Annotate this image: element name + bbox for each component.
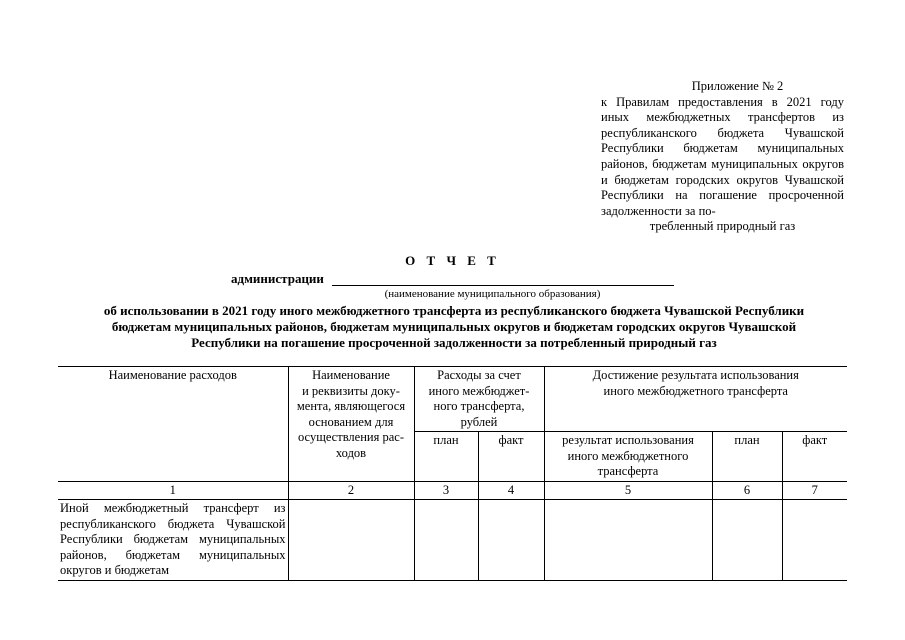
header-result-fact: факт xyxy=(782,432,847,482)
column-number: 2 xyxy=(288,481,414,500)
header-row-1 xyxy=(58,367,847,432)
column-number: 7 xyxy=(782,481,847,500)
row-result-plan-cell[interactable] xyxy=(712,500,782,581)
header-document-line: и реквизиты доку- xyxy=(302,383,400,398)
appendix-body: к Правилам предоставления в 2021 году иных межбюджетных трансфертов из республиканского бюджета Чувашской Республики бюджетам муниципальных районов, бюджетам муниципальных округов и бюджетам городских округов Чувашской Республики на погашение просроченной задолженности за по- xyxy=(601,94,844,218)
table-row xyxy=(58,500,847,581)
column-number: 3 xyxy=(414,481,478,500)
header-document-line: мента, являющегося xyxy=(296,399,406,413)
header-expenses xyxy=(414,367,544,432)
column-numbers-row xyxy=(58,481,847,500)
appendix-last-line: требленный природный газ xyxy=(649,219,796,234)
admin-hint: (наименование муниципального образования) xyxy=(384,288,601,300)
row-plan-cell[interactable] xyxy=(414,500,478,581)
row-expense-name: Иной межбюджетный трансферт из республиканского бюджета Чувашской Республики бюджетам муниципальных районов, бюджетам муниципальных округов и бюджетам xyxy=(58,500,288,581)
header-expense-name: Наименование расходов xyxy=(58,367,288,482)
header-document-line: Наименование xyxy=(312,368,390,382)
header-document-line: осуществления рас- xyxy=(298,430,404,444)
row-result-fact-cell[interactable] xyxy=(782,500,847,581)
header-fact: факт xyxy=(478,432,544,482)
report-table xyxy=(58,366,847,581)
column-number: 4 xyxy=(478,481,544,500)
subtitle-line-1: об использовании в 2021 году иного межбюджетного трансферта из республиканского бюджета Чувашской Республики xyxy=(103,303,805,318)
column-number: 1 xyxy=(58,481,288,500)
header-result-plan: план xyxy=(712,432,782,482)
subtitle-line-2: бюджетам муниципальных районов, бюджетам муниципальных округов и бюджетам городских округов Чувашской xyxy=(111,319,797,334)
header-result-line: иного межбюджетного трансферта xyxy=(603,383,788,398)
row-result-cell[interactable] xyxy=(544,500,712,581)
header-expenses-line: Расходы за счет xyxy=(437,368,521,382)
header-result-value-line: результат использования xyxy=(562,433,694,447)
header-expenses-line: рублей xyxy=(460,414,498,429)
report-subtitle xyxy=(60,303,848,351)
column-number: 5 xyxy=(544,481,712,500)
header-result-line: Достижение результата использования xyxy=(592,368,799,382)
header-result-value-line: трансферта xyxy=(597,464,659,478)
appendix-block xyxy=(601,79,844,235)
row-fact-cell[interactable] xyxy=(478,500,544,581)
header-result xyxy=(544,367,847,432)
subtitle-line-3: Республики на погашение просроченной задолженности за потребленный природный газ xyxy=(191,335,717,350)
row-document-cell[interactable] xyxy=(288,500,414,581)
report-title: О Т Ч Е Т xyxy=(405,253,500,268)
header-result-value-line: иного межбюджетного xyxy=(567,448,689,463)
header-plan: план xyxy=(414,432,478,482)
header-expenses-line: иного межбюджет- xyxy=(428,383,530,398)
header-result-value xyxy=(544,432,712,482)
header-expenses-line: ного трансферта, xyxy=(433,399,525,413)
admin-label: администрации xyxy=(231,271,324,286)
admin-fill-line[interactable] xyxy=(332,285,674,286)
appendix-title: Приложение № 2 xyxy=(691,79,784,93)
header-document-line: ходов xyxy=(335,445,367,460)
header-document xyxy=(288,367,414,482)
header-document-line: основанием для xyxy=(308,414,394,429)
column-number: 6 xyxy=(712,481,782,500)
